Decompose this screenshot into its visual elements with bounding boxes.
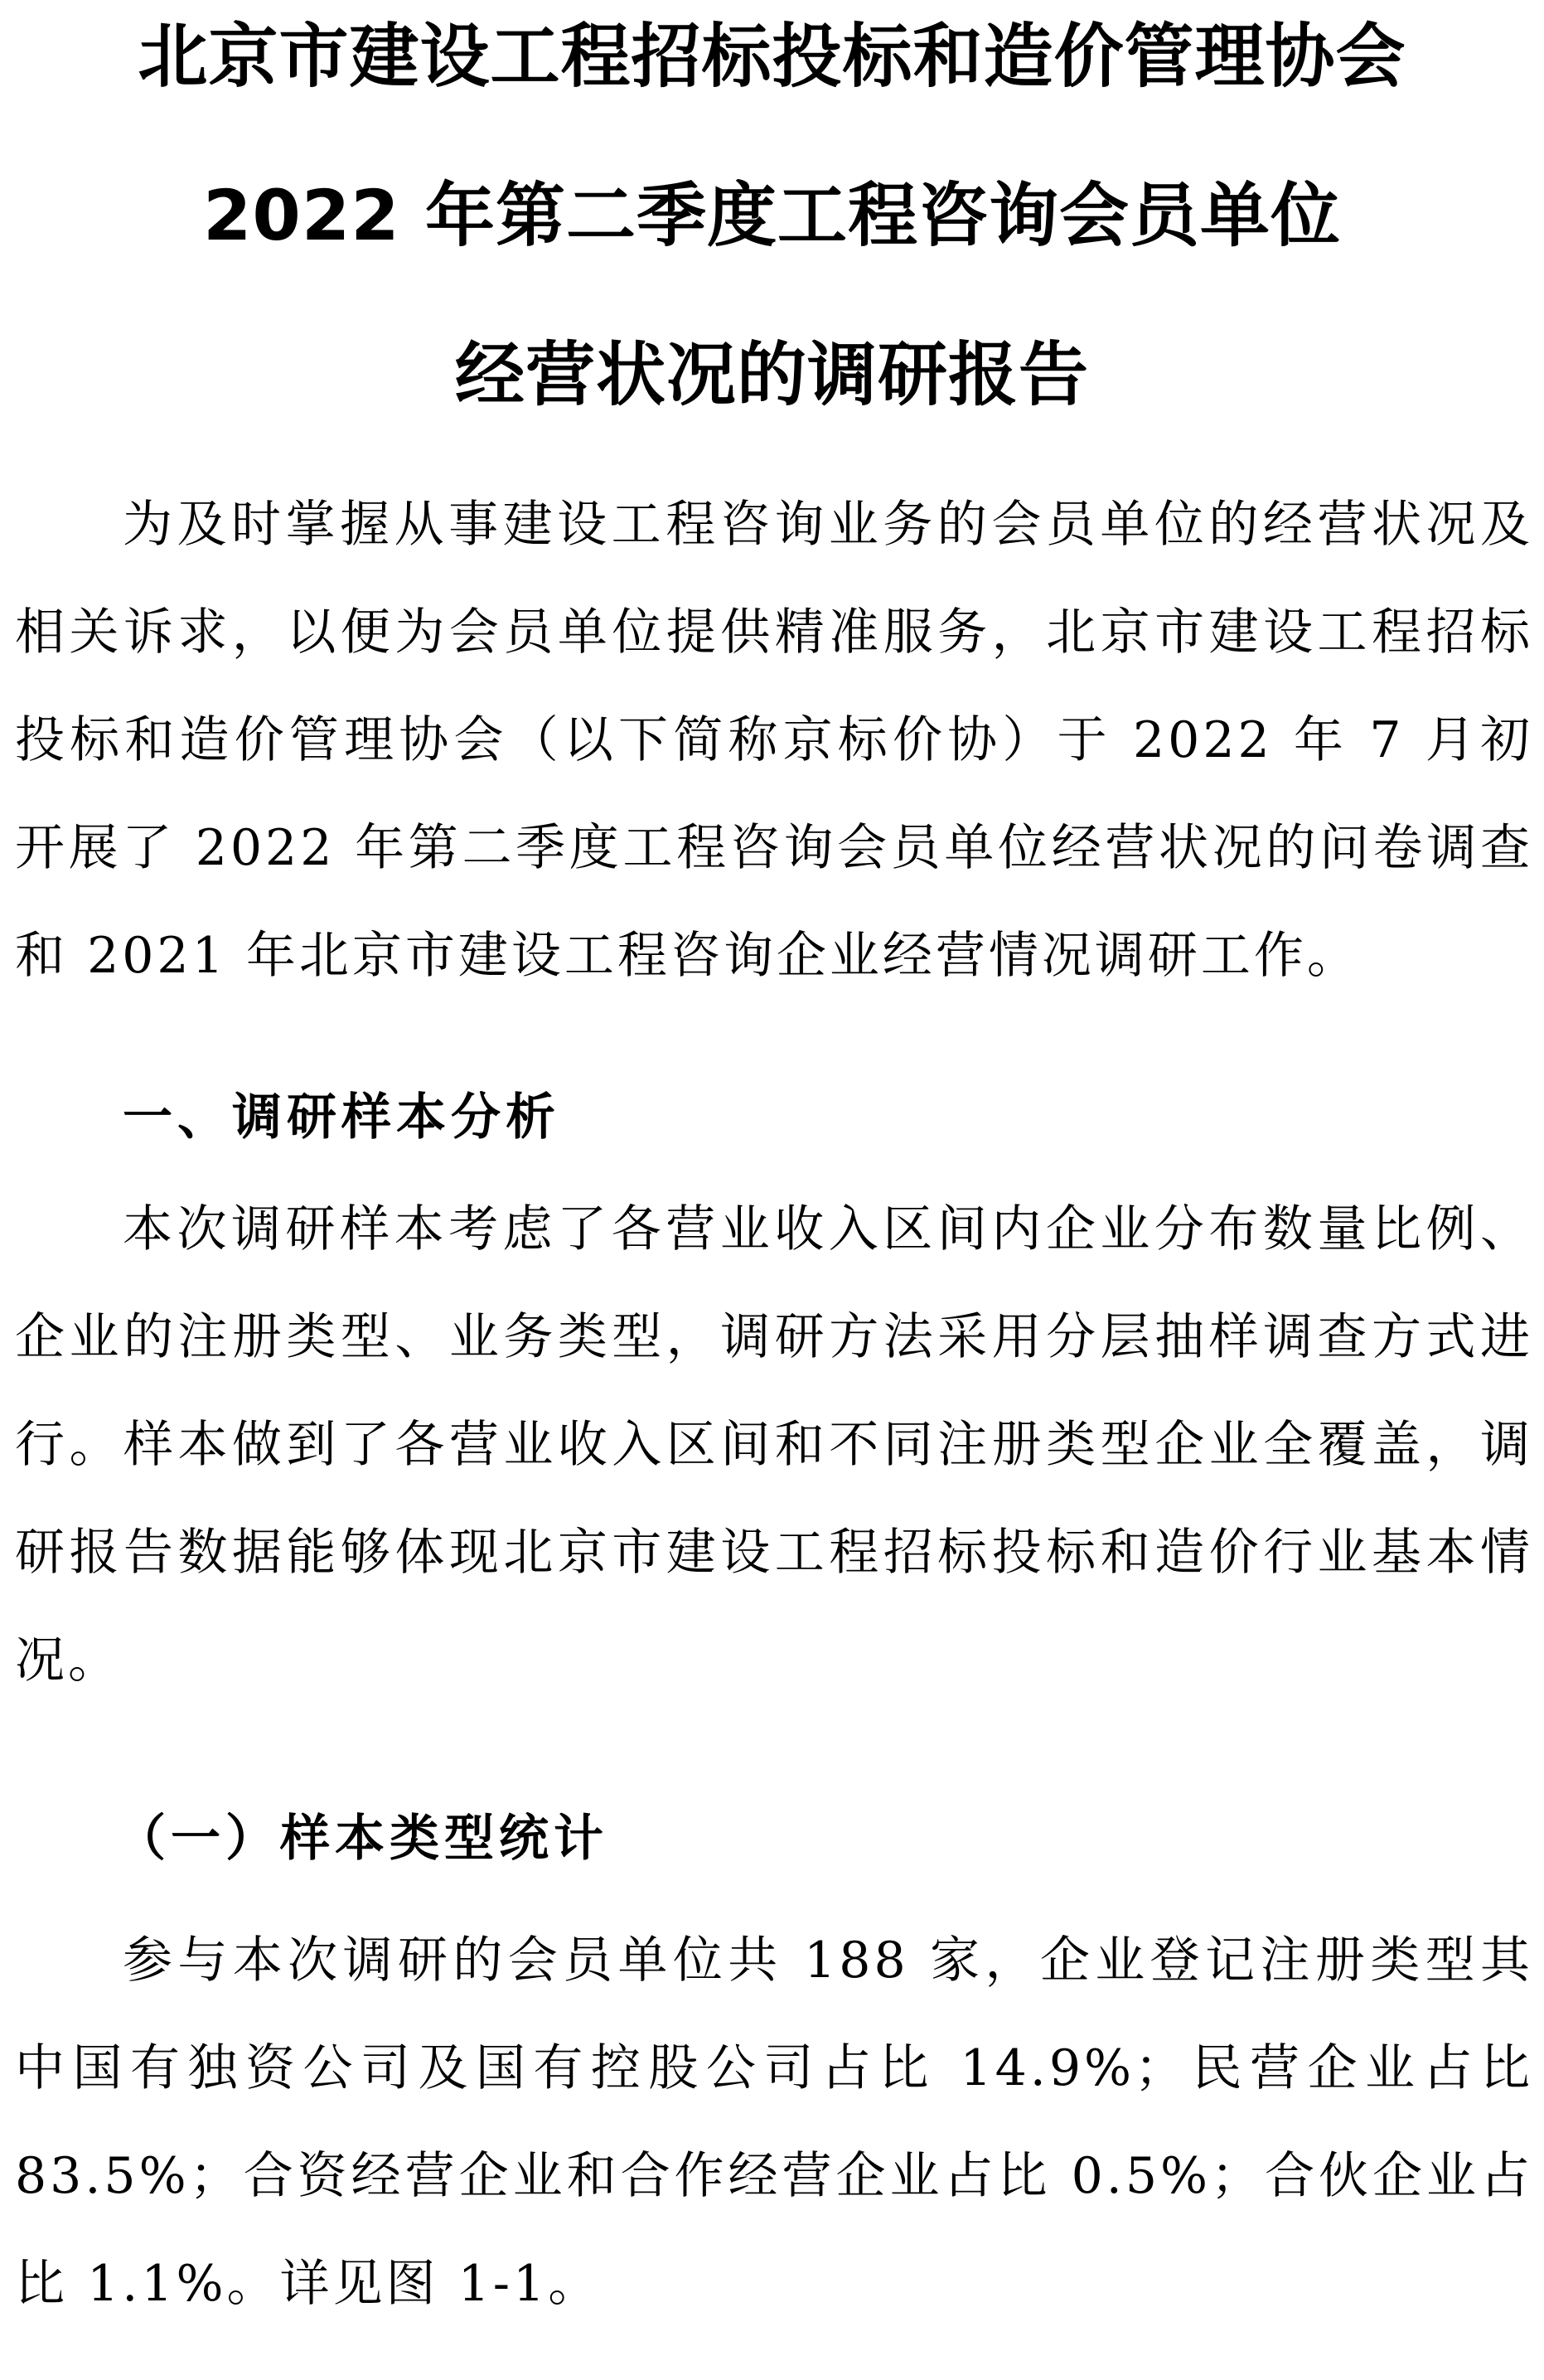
report-title-line-3: 经营状况的调研报告 (454, 334, 1089, 415)
subsection-heading-sample-type-stats: （一）样本类型统计 (116, 1810, 608, 1868)
report-title-line-1: 北京市建设工程招标投标和造价管理协会 (138, 16, 1406, 97)
section-heading-sample-analysis: 一、调研样本分析 (123, 1088, 560, 1146)
sample-type-stats-paragraph: 参与本次调研的会员单位共 188 家，企业登记注册类型其中国有独资公司及国有控股公司占比 14.9%；民营企业占比 83.5%；合资经营企业和合作经营企业占比 0.5%；合伙企业占比 1.1%。详见图 1-1。 (15, 1932, 1533, 2313)
intro-paragraph: 为及时掌握从事建设工程咨询业务的会员单位的经营状况及相关诉求，以便为会员单位提供精准服务，北京市建设工程招标投标和造价管理协会（以下简称京标价协）于 2022 年 7 月初开展了 2022 年第二季度工程咨询会员单位经营状况的问卷调查和 2021 年北京市建设工程咨询企业经营情况调研工作。 (15, 496, 1533, 985)
sample-analysis-paragraph: 本次调研样本考虑了各营业收入区间内企业分布数量比例、企业的注册类型、业务类型，调研方法采用分层抽样调查方式进行。样本做到了各营业收入区间和不同注册类型企业全覆盖，调研报告数据能够体现北京市建设工程招标投标和造价行业基本情况。 (15, 1200, 1533, 1689)
report-title-line-2: 2022 年第二季度工程咨询会员单位 (202, 175, 1342, 256)
